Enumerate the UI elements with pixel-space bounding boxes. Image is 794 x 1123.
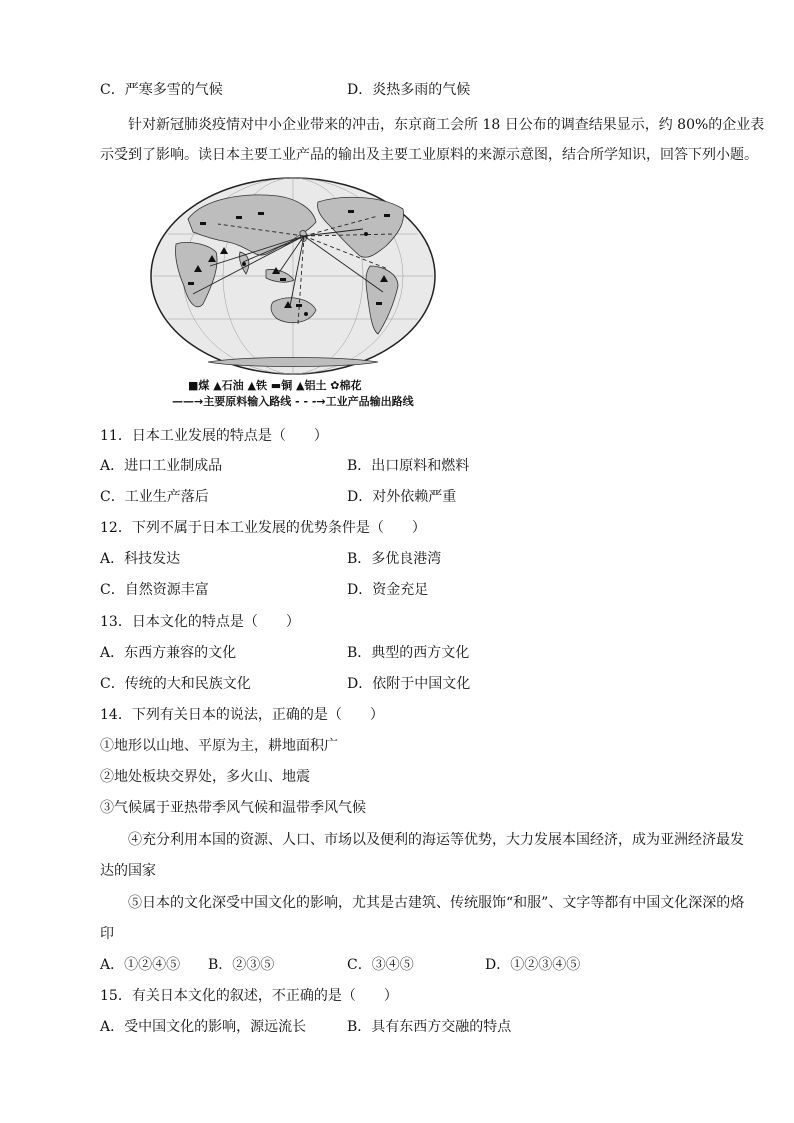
q12-option-d: D．资金充足 [347, 582, 429, 598]
q13-option-a: A．东西方兼容的文化 [100, 645, 237, 661]
intro-line-1: 针对新冠肺炎疫情对中小企业带来的冲击，东京商工会所 18 日公布的调查结果显示，约 80%的企业表 [128, 117, 765, 133]
q14-statement-4-line-2: 达的国家 [100, 863, 156, 879]
map-legend-symbols: ■煤 ▲石油 ▲铁 ▬铜 ▲铝土 ✿棉花 [188, 379, 362, 392]
q14-statement-3: ③气候属于亚热带季风气候和温带季风气候 [100, 800, 366, 816]
q12-option-b: B．多优良港湾 [347, 551, 442, 567]
q13-option-b: B．典型的西方文化 [347, 645, 470, 661]
question-11-stem: 11．日本工业发展的特点是（ ） [100, 428, 328, 444]
q12-option-c: C．自然资源丰富 [100, 582, 209, 598]
q14-statement-5-line-2: 印 [100, 926, 114, 942]
map-legend-routes: ——→主要原料输入路线 - - -→工业产品输出路线 [172, 395, 414, 408]
q11-option-a: A．进口工业制成品 [100, 458, 223, 474]
q15-option-b: B．具有东西方交融的特点 [347, 1019, 512, 1035]
q15-option-a: A．受中国文化的影响，源远流长 [100, 1019, 307, 1035]
option-d: D．炎热多雨的气候 [347, 82, 471, 98]
question-13-stem: 13．日本文化的特点是（ ） [100, 614, 300, 630]
q12-option-a: A．科技发达 [100, 551, 181, 567]
q14-option-c: C．③④⑤ [347, 957, 414, 973]
intro-line-2: 示受到了影响。读日本主要工业产品的输出及主要工业原料的来源示意图，结合所学知识，回答下列小题。 [100, 147, 758, 163]
q14-statement-2: ②地处板块交界处，多火山、地震 [100, 769, 310, 785]
q14-option-d: D．①②③④⑤ [485, 957, 581, 973]
q13-option-c: C．传统的大和民族文化 [100, 676, 251, 692]
q11-option-c: C．工业生产落后 [100, 489, 209, 505]
q11-option-b: B．出口原料和燃料 [347, 458, 470, 474]
q14-option-b: B．②③⑤ [208, 957, 275, 973]
q14-statement-5-line-1: ⑤日本的文化深受中国文化的影响，尤其是古建筑、传统服饰“和服”、文字等都有中国文化深深的烙 [128, 895, 745, 911]
question-12-stem: 12．下列不属于日本工业发展的优势条件是（ ） [100, 520, 426, 536]
q11-option-d: D．对外依赖严重 [347, 489, 457, 505]
q13-option-d: D．依附于中国文化 [347, 676, 471, 692]
option-c: C．严寒多雪的气候 [100, 82, 223, 98]
world-map-figure [148, 174, 438, 410]
q14-statement-1: ①地形以山地、平原为主，耕地面积广 [100, 738, 338, 754]
q14-statement-4-line-1: ④充分利用本国的资源、人口、市场以及便利的海运等优势，大力发展本国经济，成为亚洲经济最发 [128, 832, 744, 848]
question-15-stem: 15．有关日本文化的叙述，不正确的是（ ） [100, 988, 398, 1004]
question-14-stem: 14．下列有关日本的说法，正确的是（ ） [100, 707, 384, 723]
q14-option-a: A．①②④⑤ [100, 957, 181, 973]
world-map [148, 174, 438, 410]
